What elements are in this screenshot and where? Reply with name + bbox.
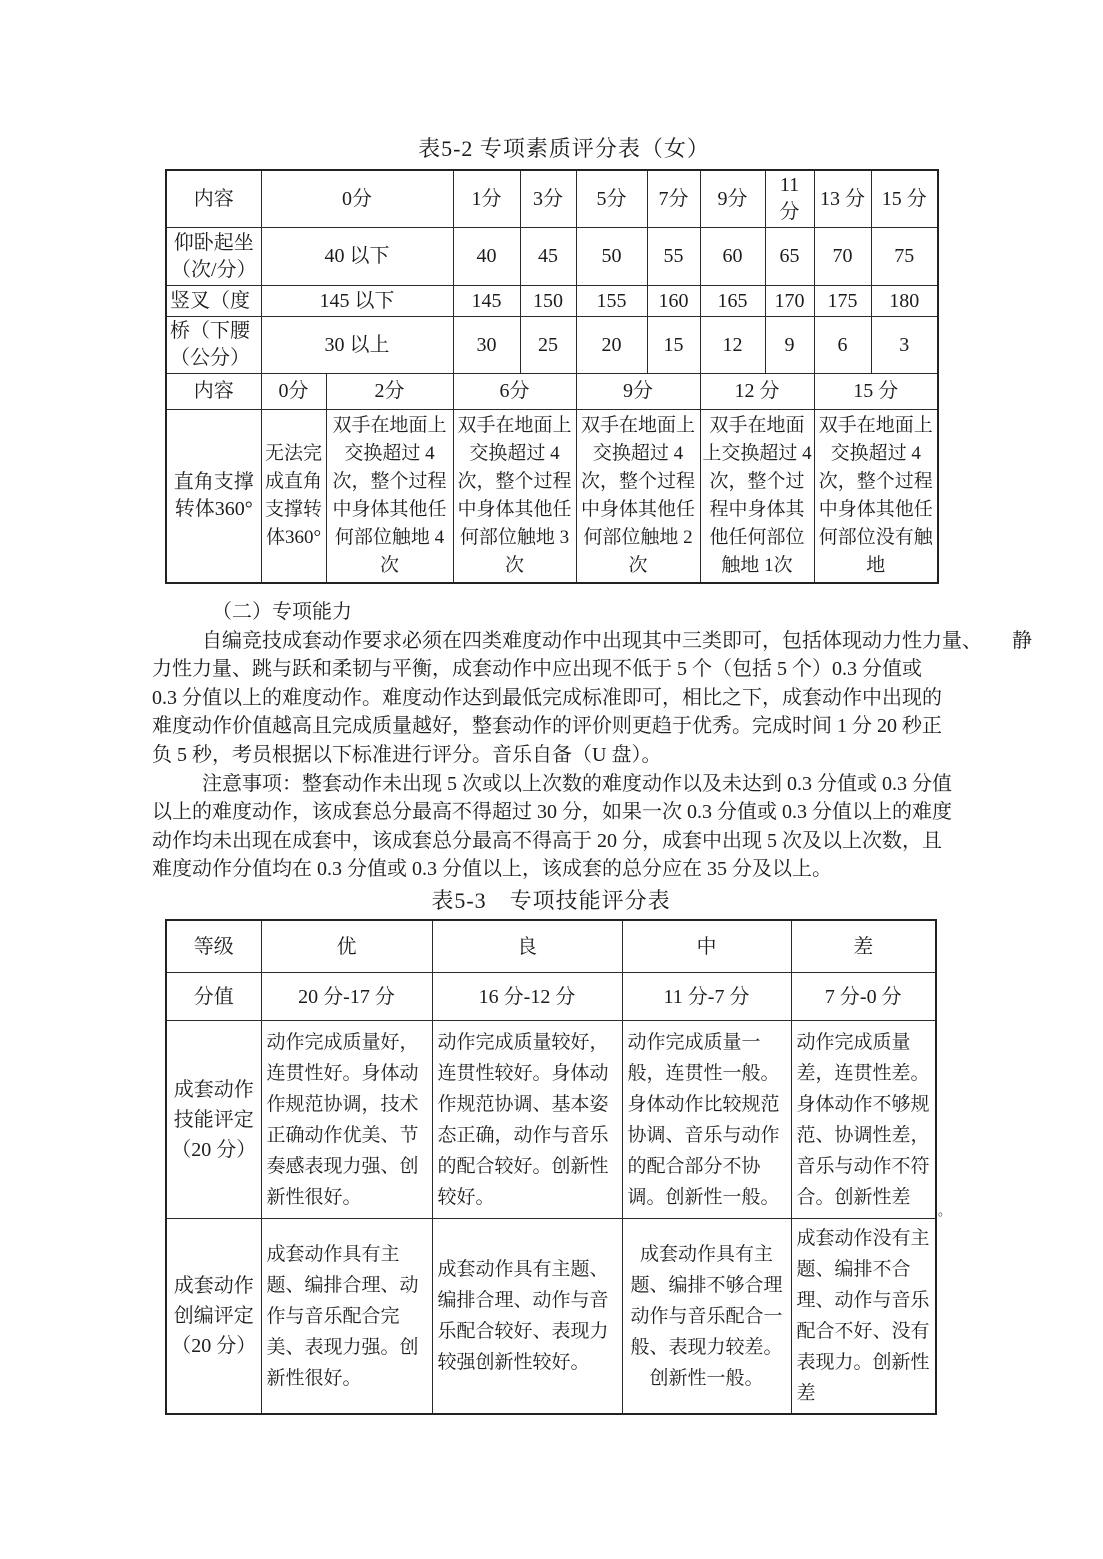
row-label: 分值 xyxy=(166,973,261,1021)
header-cell: 中 xyxy=(622,920,791,973)
data-cell: 155 xyxy=(576,286,647,317)
data-cell: 40 以下 xyxy=(261,228,453,286)
data-cell: 55 xyxy=(647,228,700,286)
data-cell: 动作完成质量较好，连贯性较好。身体动作规范协调、基本姿态正确，动作与音乐的配合较好。创新性较好。 xyxy=(432,1021,622,1219)
quality-score-table xyxy=(165,169,939,584)
text-line: 负 5 秒，考员根据以下标准进行评分。音乐自备（U 盘）。 xyxy=(152,743,662,766)
data-cell: 双手在地面上交换超过 4 次，整个过程中身体其他任何部位没有触地 xyxy=(814,410,938,584)
header-cell: 差 xyxy=(791,920,936,973)
table-row xyxy=(166,374,938,410)
table1-title: 表5-2 专项素质评分表（女） xyxy=(418,136,710,161)
table-row xyxy=(166,317,938,374)
data-cell: 无法完成直角支撑转体360° xyxy=(261,410,326,584)
row-label: 成套动作创编评定（20 分） xyxy=(166,1219,261,1415)
table-row xyxy=(166,1021,936,1219)
section-heading: （二）专项能力 xyxy=(212,601,352,623)
data-cell: 175 xyxy=(814,286,871,317)
data-cell: 165 xyxy=(700,286,765,317)
data-cell: 15 xyxy=(647,317,700,374)
text-line: 以上的难度动作，该成套总分最高不得超过 30 分，如果一次 0.3 分值或 0.3 分值以上的难度 xyxy=(152,801,952,824)
header-cell: 内容 xyxy=(166,170,261,228)
table2-title: 表5-3 专项技能评分表 xyxy=(431,887,671,913)
row-label: 竖叉（度 xyxy=(166,286,261,317)
header-cell: 内容 xyxy=(166,374,261,410)
row-label: 桥（下腰（公分） xyxy=(166,317,261,374)
header-cell: 15 分 xyxy=(814,374,938,410)
text-line: 动作均未出现在成套中，该成套总分最高不得高于 20 分，成套中出现 5 次及以上次数，且 xyxy=(152,829,942,852)
data-cell: 双手在地面上交换超过 4 次，整个过程中身体其他任何部位触地 4 次 xyxy=(326,410,453,584)
data-cell: 145 以下 xyxy=(261,286,453,317)
text-line: 注意事项：整套动作未出现 5 次或以上次数的难度动作以及未达到 0.3 分值或 0.3 分值 xyxy=(202,772,952,795)
data-cell: 成套动作具有主题、编排合理、动作与音乐配合较好、表现力较强创新性较好。 xyxy=(432,1219,622,1415)
data-cell: 成套动作具有主题、编排不够合理 动作与音乐配合一般、表现力较差。 创新性一般。 xyxy=(622,1219,791,1415)
data-cell: 25 xyxy=(520,317,576,374)
data-cell: 30 以上 xyxy=(261,317,453,374)
table-row xyxy=(166,920,936,973)
data-cell: 75 xyxy=(871,228,938,286)
data-cell: 145 xyxy=(453,286,520,317)
header-cell: 9分 xyxy=(576,374,700,410)
data-cell: 3 xyxy=(871,317,938,374)
header-cell: 15 分 xyxy=(871,170,938,228)
data-cell: 成套动作具有主题、编排合理、动作与音乐配合完美、表现力强。创新性很好。 xyxy=(261,1219,432,1415)
text-line: 难度动作价值越高且完成质量越好，整套动作的评价则更趋于优秀。完成时间 1 分 20 秒正 xyxy=(152,715,942,738)
header-cell: 等级 xyxy=(166,920,261,973)
data-cell: 动作完成质量一般，连贯性一般。身体动作比较规范协调、音乐与动作的配合部分不协调。创新性一般。 xyxy=(622,1021,791,1219)
row-label: 成套动作技能评定（20 分） xyxy=(166,1021,261,1219)
stray-period-mark: 。 xyxy=(938,1203,952,1218)
data-cell: 20 xyxy=(576,317,647,374)
header-cell: 1分 xyxy=(453,170,520,228)
header-cell: 11 分 xyxy=(765,170,814,228)
data-cell: 9 xyxy=(765,317,814,374)
header-cell: 9分 xyxy=(700,170,765,228)
header-cell: 13 分 xyxy=(814,170,871,228)
data-cell: 150 xyxy=(520,286,576,317)
row-label: 仰卧起坐（次/分） xyxy=(166,228,261,286)
data-cell: 30 xyxy=(453,317,520,374)
data-cell: 180 xyxy=(871,286,938,317)
data-cell: 动作完成质量好，连贯性好。身体动作规范协调，技术正确动作优美、节奏感表现力强、创新性很好。 xyxy=(261,1021,432,1219)
data-cell: 50 xyxy=(576,228,647,286)
section-body xyxy=(152,598,1032,884)
table-row xyxy=(166,286,938,317)
data-cell: 40 xyxy=(453,228,520,286)
data-cell: 70 xyxy=(814,228,871,286)
data-cell: 16 分-12 分 xyxy=(432,973,622,1021)
text-line: 力性力量、跳与跃和柔韧与平衡，成套动作中应出现不低于 5 个（包括 5 个）0.3 分值或 xyxy=(152,658,922,681)
data-cell: 170 xyxy=(765,286,814,317)
data-cell: 双手在地面上交换超过 4 次，整个过程中身体其他任何部位触地 3 次 xyxy=(453,410,576,584)
data-cell: 160 xyxy=(647,286,700,317)
data-cell: 65 xyxy=(765,228,814,286)
header-cell: 0分 xyxy=(261,170,453,228)
header-cell: 12 分 xyxy=(700,374,814,410)
data-cell: 11 分-7 分 xyxy=(622,973,791,1021)
table-row xyxy=(166,410,938,584)
data-cell: 12 xyxy=(700,317,765,374)
data-cell: 动作完成质量差，连贯性差。身体动作不够规范、协调性差，音乐与动作不符合。创新性差 xyxy=(791,1021,936,1219)
table-row xyxy=(166,170,938,228)
data-cell: 45 xyxy=(520,228,576,286)
text-line: 自编竞技成套动作要求必须在四类难度动作中出现其中三类即可，包括体现动力性力量、 静 xyxy=(202,629,1032,652)
data-cell: 双手在地面上交换超过 4 次，整个过程中身体其他任何部位触地 2 次 xyxy=(576,410,700,584)
skill-score-table xyxy=(165,919,937,1416)
row-label: 直角支撑转体360° xyxy=(166,410,261,584)
data-cell: 60 xyxy=(700,228,765,286)
header-cell: 5分 xyxy=(576,170,647,228)
table-row xyxy=(166,1219,936,1415)
data-cell: 双手在地面上交换超过 4 次，整个过程中身体其他任何部位触地 1次 xyxy=(700,410,814,584)
data-cell: 成套动作没有主题、编排不合理、动作与音乐配合不好、没有表现力。创新性差 xyxy=(791,1219,936,1415)
data-cell: 6 xyxy=(814,317,871,374)
header-cell: 7分 xyxy=(647,170,700,228)
header-cell: 2分 xyxy=(326,374,453,410)
header-cell: 0分 xyxy=(261,374,326,410)
text-line: 0.3 分值以上的难度动作。难度动作达到最低完成标准即可，相比之下，成套动作中出现的 xyxy=(152,686,942,709)
table-row xyxy=(166,973,936,1021)
table-row xyxy=(166,228,938,286)
data-cell: 20 分-17 分 xyxy=(261,973,432,1021)
header-cell: 良 xyxy=(432,920,622,973)
header-cell: 6分 xyxy=(453,374,576,410)
header-cell: 优 xyxy=(261,920,432,973)
header-cell: 3分 xyxy=(520,170,576,228)
text-line: 难度动作分值均在 0.3 分值或 0.3 分值以上，该成套的总分应在 35 分及以上。 xyxy=(152,858,832,881)
data-cell: 7 分-0 分 xyxy=(791,973,936,1021)
